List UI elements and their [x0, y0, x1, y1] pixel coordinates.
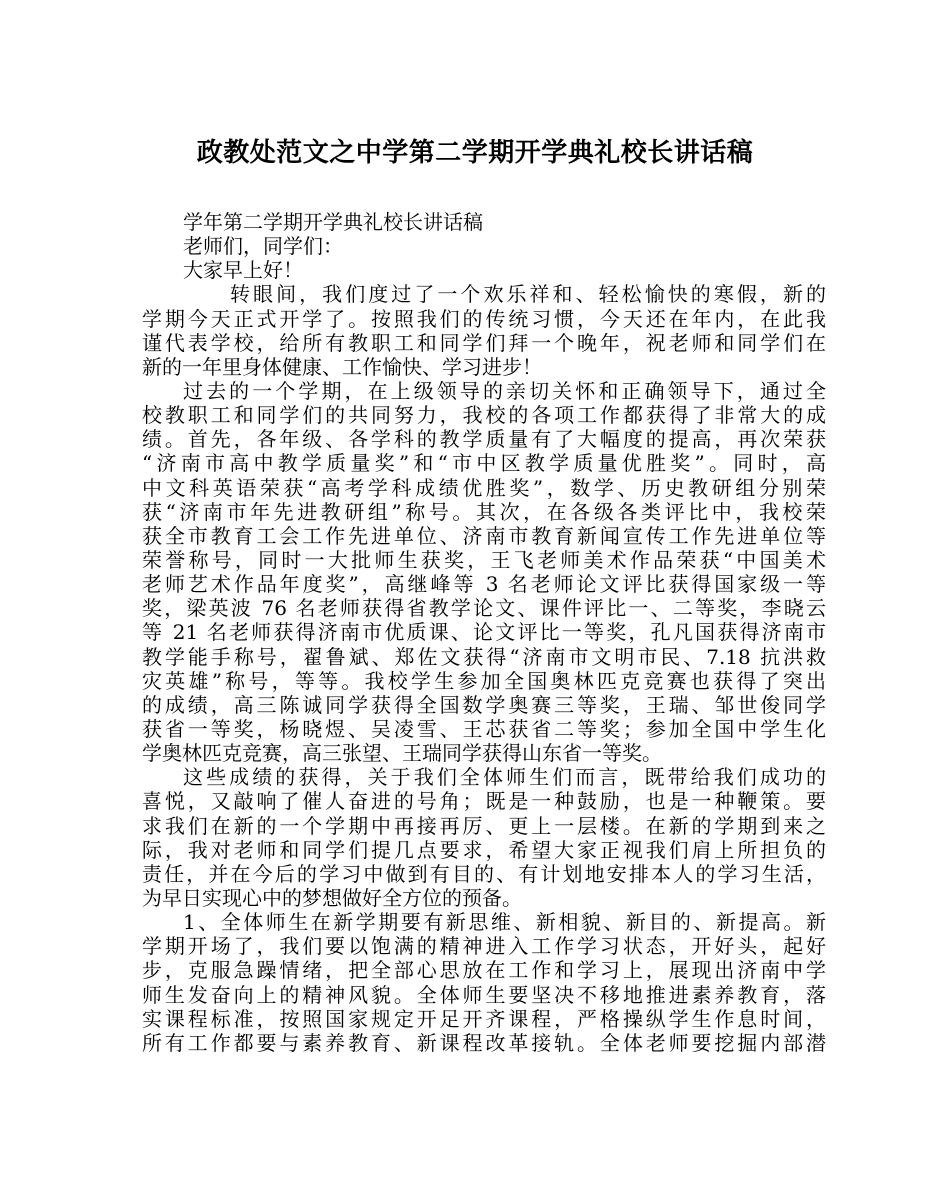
- paragraph-line: 老师们，同学们：: [183, 234, 343, 259]
- paragraph-line: 过去的一个学期，在上级领导的亲切关怀和正确领导下，通过全: [183, 378, 826, 403]
- paragraph-line: 获全市教育工会工作先进单位、济南市教育新闻宣传工作先进单位等: [142, 523, 826, 548]
- paragraph-line: 学年第二学期开学典礼校长讲话稿: [183, 210, 483, 234]
- paragraph-line: 喜悦，又敲响了催人奋进的号角；既是一种鼓励，也是一种鞭策。要: [142, 789, 826, 814]
- paragraph-line: 学期今天正式开学了。按照我们的传统习惯，今天还在年内，在此我: [142, 306, 826, 331]
- paragraph-line: 校教职工和同学们的共同努力，我校的各项工作都获得了非常大的成: [142, 403, 826, 428]
- paragraph-line: 学奥林匹克竞赛，高三张望、王瑞同学获得山东省一等奖。: [142, 741, 662, 766]
- paragraph-line: 中文科英语荣获“高考学科成绩优胜奖”，数学、历史教研组分别荣: [142, 475, 826, 500]
- paragraph-line: 老师艺术作品年度奖”，高继峰等 3 名老师论文评比获得国家级一等: [142, 572, 826, 597]
- paragraph-line: 所有工作都要与素养教育、新课程改革接轨。全体老师要挖掘内部潜: [142, 1030, 826, 1055]
- paragraph-line: 教学能手称号，翟鲁斌、郑佐文获得“济南市文明市民、7.18 抗洪救: [142, 644, 826, 669]
- paragraph-line: 师生发奋向上的精神风貌。全体师生要坚决不移地推进素养教育，落: [142, 982, 826, 1007]
- paragraph-line: 责任，并在今后的学习中做到有目的、有计划地安排本人的学习生活，: [142, 861, 826, 886]
- paragraph-line: 求我们在新的一个学期中再接再厉、更上一层楼。在新的学期到来之: [142, 813, 826, 838]
- paragraph-line: 灾英雄”称号，等等。我校学生参加全国奥林匹克竞赛也获得了突出: [142, 668, 826, 693]
- paragraph-line: 获“济南市年先进教研组”称号。其次，在各级各类评比中，我校荣: [142, 499, 826, 524]
- paragraph-line: 这些成绩的获得，关于我们全体师生们而言，既带给我们成功的: [183, 765, 826, 790]
- paragraph-line: 绩。首先，各年级、各学科的教学质量有了大幅度的提高，再次荣获: [142, 427, 826, 452]
- paragraph-line: 新的一年里身体健康、工作愉快、学习进步！: [142, 354, 542, 379]
- paragraph-line: 的成绩，高三陈诚同学获得全国数学奥赛三等奖，王瑞、邹世俊同学: [142, 692, 826, 717]
- paragraph-line: 奖，梁英波 76 名老师获得省教学论文、课件评比一、二等奖，李晓云: [142, 596, 826, 621]
- paragraph-line: 实课程标准，按照国家规定开足开齐课程，严格操纵学生作息时间，: [142, 1006, 826, 1031]
- paragraph-line: 荣誉称号，同时一大批师生获奖，王飞老师美术作品荣获“中国美术: [142, 547, 826, 572]
- paragraph-line: “济南市高中教学质量奖”和“市中区教学质量优胜奖”。同时，高: [142, 451, 826, 476]
- paragraph-line: 际，我对老师和同学们提几点要求，希望大家正视我们肩上所担负的: [142, 837, 826, 862]
- paragraph-line: 为早日实现心中的梦想做好全方位的预备。: [142, 885, 522, 910]
- paragraph-line: 等 21 名老师获得济南市优质课、论文评比一等奖，孔凡国获得济南市: [142, 620, 826, 645]
- paragraph-line: 转眼间，我们度过了一个欢乐祥和、轻松愉快的寒假，新的: [230, 282, 826, 307]
- document-body: [142, 210, 826, 1055]
- paragraph-line: 获省一等奖，杨晓煜、吴凌雪、王芯获省二等奖；参加全国中学生化: [142, 716, 826, 741]
- paragraph-line: 大家早上好！: [183, 258, 303, 283]
- document-title: 政教处范文之中学第二学期开学典礼校长讲话稿: [196, 138, 754, 168]
- paragraph-line: 学期开场了，我们要以饱满的精神进入工作学习状态，开好头，起好: [142, 934, 826, 959]
- paragraph-line: 步，克服急躁情绪，把全部心思放在工作和学习上，展现出济南中学: [142, 958, 826, 983]
- paragraph-line: 1、全体师生在新学期要有新思维、新相貌、新目的、新提高。新: [183, 910, 826, 935]
- paragraph-line: 谨代表学校，给所有教职工和同学们拜一个晚年，祝老师和同学们在: [142, 330, 826, 355]
